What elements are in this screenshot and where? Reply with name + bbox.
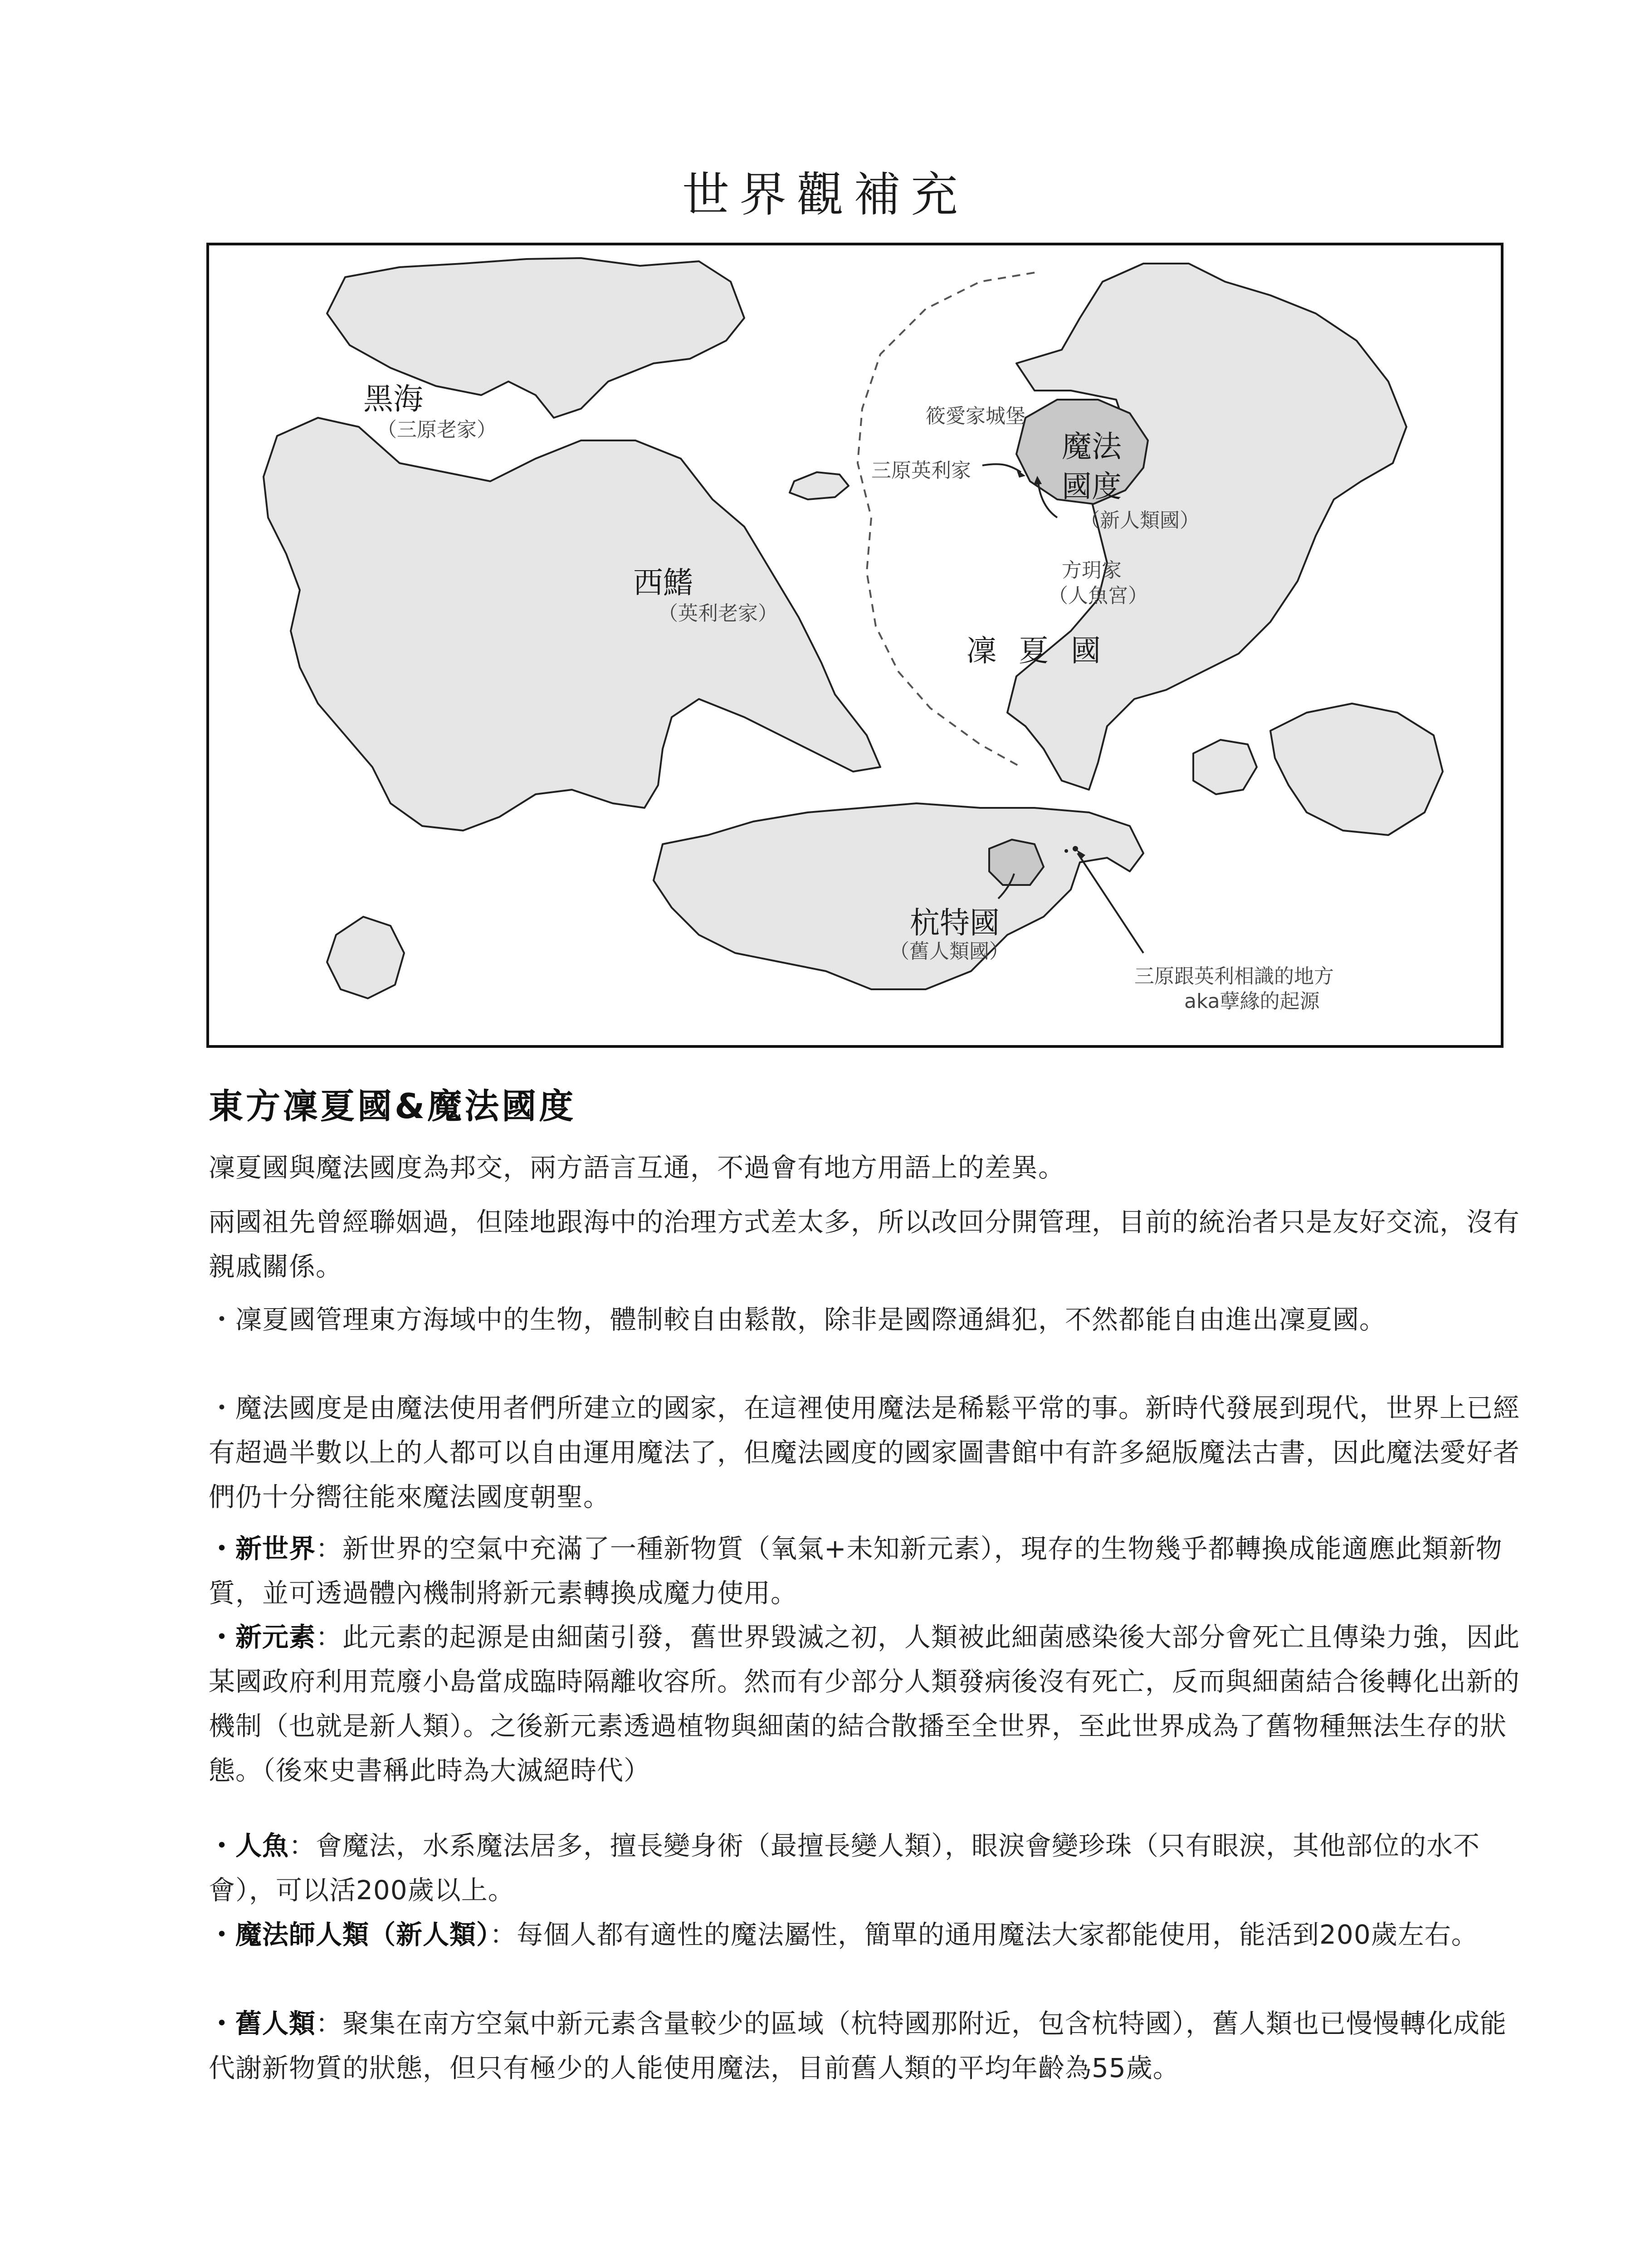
label-mofa-2: 國度 <box>1062 469 1122 504</box>
term-mermaid: ・人魚 <box>209 1830 289 1861</box>
label-fangming: 方玥家 <box>1062 559 1122 582</box>
island-xiqi <box>264 418 880 831</box>
paragraph-new-world <box>209 1526 1533 1615</box>
linxia-border <box>858 273 1035 767</box>
region-hangte <box>989 840 1044 885</box>
body-new-element: ：此元素的起源是由細菌引發，舊世界毀滅之初，人類被此細菌感染後大部分會死亡且傳染力強，因此某國政府利用荒廢小島當成臨時隔離收容所。然而有少部分人類發病後沒有死亡，反而與細菌結合後轉化出新的機制（也就是新人類）。之後新元素透過植物與細菌的結合散播至全世界，至此世界成為了舊物種無法生存的狀態。（後來史書稱此時為大滅絕時代） <box>209 1622 1520 1786</box>
arrow-mihara <box>982 464 1021 472</box>
paragraph-2: 兩國祖先曾經聯姻過，但陸地跟海中的治理方式差太多，所以改回分開管理，目前的統治者只是友好交流，沒有親戚關係。 <box>209 1207 1520 1282</box>
body-new-human: ：每個人都有適性的魔法屬性，簡單的通用魔法大家都能使用，能活到200歲左右。 <box>490 1919 1478 1950</box>
map-drawing <box>209 245 1501 1045</box>
label-fangming-sub: （人魚宮） <box>1048 584 1148 607</box>
label-xiqi: 西鰭 <box>633 565 693 600</box>
label-mofa-1: 魔法 <box>1062 429 1122 464</box>
label-hangte: 杭特國 <box>910 905 1000 940</box>
origin-line <box>1078 853 1143 953</box>
label-castle: 筱愛家城堡 <box>926 405 1025 428</box>
paragraph-new-human <box>209 1912 1533 1957</box>
label-heihai-sub: （三原老家） <box>377 418 497 441</box>
paragraph-1: 凜夏國與魔法國度為邦交，兩方語言互通，不過會有地方用語上的差異。 <box>209 1152 1065 1183</box>
label-linxia: 凜 夏 國 <box>967 633 1107 668</box>
paragraph-3: ・凜夏國管理東方海域中的生物，體制較自由鬆散，除非是國際通緝犯，不然都能自由進出凜夏國。 <box>209 1304 1386 1335</box>
label-mofa-sub: （新人類國） <box>1080 509 1200 532</box>
island-small-1 <box>790 472 849 499</box>
origin-marker-2 <box>1064 849 1068 853</box>
term-new-human: ・魔法師人類（新人類） <box>209 1919 490 1950</box>
world-map <box>206 243 1504 1048</box>
term-new-element: ・新元素 <box>209 1622 316 1652</box>
body-old-human: ：聚集在南方空氣中新元素含量較少的區域（杭特國那附近，包含杭特國），舊人類也已慢慢轉化成能代謝新物質的狀態，但只有極少的人能使用魔法，目前舊人類的平均年齡為55歲。 <box>209 2008 1507 2083</box>
body-new-world: ：新世界的空氣中充滿了一種新物質（氧氣+未知新元素），現存的生物幾乎都轉換成能適應此類新物質，並可透過體內機制將新元素轉換成魔力使用。 <box>209 1533 1503 1608</box>
label-origin-2: aka孽緣的起源 <box>1184 990 1320 1013</box>
label-xiqi-sub: （英利老家） <box>658 602 778 625</box>
paragraph-mermaid <box>209 1823 1533 1912</box>
paragraph-new-element <box>209 1615 1533 1793</box>
island-small-3 <box>1193 740 1257 794</box>
island-small-4 <box>327 917 404 998</box>
term-old-human: ・舊人類 <box>209 2008 316 2039</box>
paragraph-old-human <box>209 2001 1533 2090</box>
label-mihara-eiri: 三原英利家 <box>871 459 971 482</box>
paragraph-4: ・魔法國度是由魔法使用者們所建立的國家，在這裡使用魔法是稀鬆平常的事。新時代發展到現代，世界上已經有超過半數以上的人都可以自由運用魔法了，但魔法國度的國家圖書館中有許多絕版魔法古書，因此魔法愛好者們仍十分嚮往能來魔法國度朝聖。 <box>209 1393 1520 1512</box>
body-mermaid: ：會魔法，水系魔法居多，擅長變身術（最擅長變人類），眼淚會變珍珠（只有眼淚，其他部位的水不會），可以活200歲以上。 <box>209 1830 1480 1906</box>
label-heihai: 黑海 <box>363 381 423 416</box>
island-small-2 <box>1270 704 1443 835</box>
page-title: 世界觀補充 <box>682 167 968 222</box>
label-hangte-sub: （舊人類國） <box>889 940 1009 963</box>
section-heading: 東方凜夏國&魔法國度 <box>209 1086 576 1126</box>
label-origin-1: 三原跟英利相識的地方 <box>1134 965 1334 988</box>
term-new-world: ・新世界 <box>209 1533 316 1564</box>
